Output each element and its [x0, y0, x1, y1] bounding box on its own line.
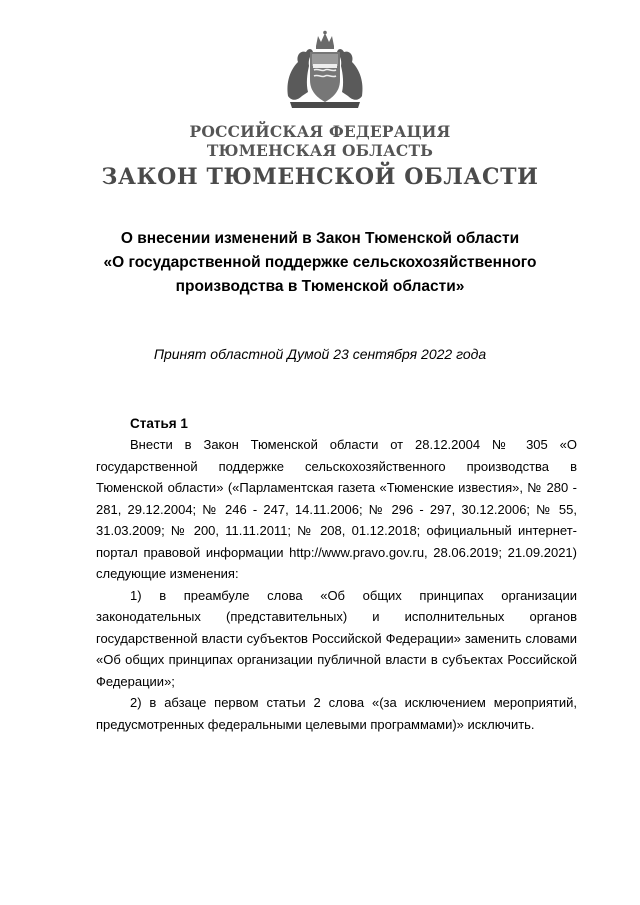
region-header: ТЮМЕНСКАЯ ОБЛАСТЬ: [206, 141, 434, 160]
law-title-line: О внесении изменений в Закон Тюменской области: [120, 230, 520, 247]
adoption-note: Принят областной Думой 23 сентября 2022 года: [153, 346, 487, 362]
tyumen-coat-of-arms-icon: [282, 30, 368, 114]
law-type-heading: ЗАКОН ТЮМЕНСКОЙ ОБЛАСТИ: [101, 164, 539, 190]
article-heading: Статья 1: [130, 416, 188, 431]
country-header: РОССИЙСКАЯ ФЕДЕРАЦИЯ: [189, 122, 451, 141]
article-paragraph: 1) в преамбуле слова «Об общих принципах организации законодательных (представительных) и исполнительных органов государственной власти субъектов Российской Федерации» заменить словами «Об общих принципах организации публичной власти в субъектах Российской Федерации»;: [96, 587, 577, 689]
law-title: [90, 227, 550, 299]
article-paragraph: Внести в Закон Тюменской области от 28.12.2004 № 305 «О государственной поддержке сельскохозяйственного производства в Тюменской области» («Парламентская газета «Тюменские известия», № 280 - 281, 29.12.2004; № 246 - 247, 14.11.2006; № 296 - 297, 30.12.2006; № 55, 31.03.2009; № 200, 11.11.2011; № 208, 01.12.2018; официальный интернет-портал правовой информации http://www.pravo.gov.ru, 28.06.2019; 21.09.2021) следующие изменения:: [96, 437, 577, 581]
article-body: [96, 434, 577, 735]
law-title-line: «О государственной поддержке сельскохозяйственного: [103, 254, 537, 271]
law-title-line: производства в Тюменской области»: [175, 278, 465, 295]
article-paragraph: 2) в абзаце первом статьи 2 слова «(за исключением мероприятий, предусмотренных федеральными целевыми программами)» исключить.: [96, 695, 577, 732]
